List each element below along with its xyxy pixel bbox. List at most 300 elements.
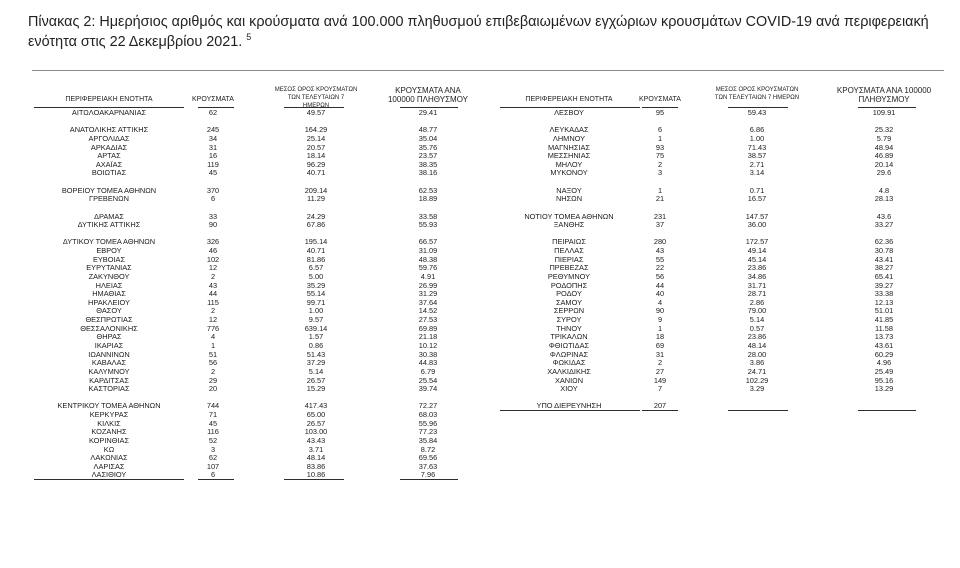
cell-cases: 43	[655, 246, 665, 256]
cell-avg7: 26.57	[306, 418, 326, 428]
cell-name: ΤΡΙΚΑΛΩΝ	[550, 332, 588, 342]
cell-cases: 46	[208, 246, 218, 256]
cell-per100k: 14.52	[418, 306, 438, 316]
cell-cases: 115	[207, 297, 219, 307]
cell-name: ΗΜΑΘΙΑΣ	[92, 289, 126, 299]
cell-per100k: 38.35	[418, 159, 438, 169]
cell-per100k: 4.91	[420, 271, 436, 281]
cell-per100k: 31.09	[418, 246, 438, 256]
cell-per100k: 43.61	[874, 341, 894, 350]
cell-name: ΜΗΛΟΥ	[555, 159, 583, 169]
cell-cases: 6	[210, 470, 216, 480]
cell-avg7: 6.57	[308, 263, 324, 273]
cell-name: ΞΑΝΘΗΣ	[553, 220, 585, 230]
table-row	[0, 168, 960, 177]
cell-avg7: 25.14	[306, 133, 326, 143]
header-per100k-right: ΚΡΟΥΣΜΑΤΑ ΑΝΑ 100000 ΠΛΗΘΥΣΜΟΥ	[836, 86, 932, 104]
cell-per100k: 5.79	[876, 133, 892, 143]
cell-name: ΛΕΣΒΟΥ	[554, 108, 584, 117]
bottom-underline	[400, 479, 458, 480]
cell-per100k: 62.53	[418, 185, 438, 195]
cell-cases: 21	[655, 194, 665, 204]
cell-cases: 107	[206, 461, 220, 471]
cell-name: ΣΑΜΟΥ	[555, 297, 583, 307]
cell-per100k: 60.29	[874, 349, 894, 359]
cell-avg7: 102.29	[745, 375, 769, 385]
footnote-mark: 5	[246, 32, 252, 43]
cell-name: ΕΥΒΟΙΑΣ	[92, 254, 126, 264]
cell-avg7: 65.00	[306, 410, 326, 420]
bottom-underline	[642, 410, 678, 411]
cell-name: ΑΡΚΑΔΙΑΣ	[90, 142, 128, 152]
cell-cases: 7	[657, 384, 663, 394]
cell-per100k: 30.38	[418, 349, 438, 359]
cell-name: ΝΟΤΙΟΥ ΤΟΜΕΑ ΑΘΗΝΩΝ	[524, 211, 614, 221]
cell-name: ΚΙΛΚΙΣ	[97, 418, 121, 428]
cell-name: ΗΛΕΙΑΣ	[95, 280, 123, 290]
cell-avg7: 417.43	[304, 401, 328, 411]
cell-name: ΕΒΡΟΥ	[96, 246, 122, 256]
cell-per100k: 55.93	[418, 220, 438, 230]
cell-per100k: 59.76	[418, 263, 438, 273]
cell-avg7: 639.14	[304, 323, 328, 333]
cell-per100k: 66.57	[418, 237, 438, 247]
cell-avg7: 48.14	[747, 341, 767, 350]
header-underline	[500, 107, 640, 108]
cell-cases: 52	[208, 435, 218, 445]
cell-per100k: 43.41	[874, 254, 894, 264]
cell-name: ΠΕΛΛΑΣ	[554, 246, 584, 256]
cell-avg7: 26.57	[306, 375, 326, 385]
cell-cases: 1	[657, 133, 663, 143]
cell-cases: 69	[655, 341, 665, 350]
cell-cases: 1	[657, 323, 663, 333]
cell-cases: 4	[657, 297, 663, 307]
cell-cases: 31	[208, 142, 218, 152]
cell-avg7: 2.71	[749, 159, 765, 169]
cell-per100k: 35.76	[418, 142, 438, 152]
cell-name: ΣΥΡΟΥ	[556, 315, 582, 325]
header-avg7-right: ΜΕΣΟΣ ΟΡΟΣ ΚΡΟΥΣΜΑΤΩΝ ΤΩΝ ΤΕΛΕΥΤΑΙΩΝ 7 ΗΜΕΡΩΝ	[714, 87, 800, 101]
cell-per100k: 30.78	[874, 246, 894, 256]
cell-per100k: 33.58	[418, 211, 438, 221]
cell-cases: 71	[208, 410, 218, 420]
cell-name: ΠΡΕΒΕΖΑΣ	[549, 263, 589, 273]
cell-cases: 4	[210, 332, 216, 342]
cell-avg7: 79.00	[747, 306, 767, 316]
cell-avg7: 99.71	[306, 297, 326, 307]
cell-name: ΠΙΕΡΙΑΣ	[554, 254, 584, 264]
cell-name: ΖΑΚΥΝΘΟΥ	[88, 271, 130, 281]
cell-avg7: 28.00	[747, 349, 767, 359]
cell-cases: 45	[208, 418, 218, 428]
table-row	[0, 194, 960, 203]
table-row	[0, 263, 960, 272]
cell-cases: 43	[208, 280, 218, 290]
cell-per100k: 38.16	[418, 168, 438, 178]
cell-name: ΚΑΣΤΟΡΙΑΣ	[88, 384, 130, 394]
table-row	[0, 289, 960, 298]
cell-per100k: 13.73	[874, 332, 894, 342]
cell-per100k: 25.49	[874, 366, 894, 376]
cell-name: ΚΑΒΑΛΑΣ	[91, 358, 127, 368]
cell-cases: 45	[208, 168, 218, 178]
header-underline	[858, 107, 916, 108]
table-row	[0, 376, 960, 385]
header-unit-right: ΠΕΡΙΦΕΡΕΙΑΚΗ ΕΝΟΤΗΤΑ	[525, 96, 613, 103]
cell-cases: 34	[208, 133, 218, 143]
table-row	[0, 212, 960, 221]
cell-name: ΝΑΞΟΥ	[556, 185, 582, 195]
bottom-underline	[858, 410, 916, 411]
cell-name: ΑΡΓΟΛΙΔΑΣ	[88, 133, 130, 143]
cell-name: ΙΚΑΡΙΑΣ	[94, 341, 124, 350]
cell-name: ΧΙΟΥ	[560, 384, 578, 394]
cell-cases: 326	[206, 237, 220, 247]
bottom-underline	[500, 410, 640, 411]
cell-name: ΡΟΔΟΥ	[556, 289, 582, 299]
cell-cases: 231	[653, 211, 667, 221]
cell-cases: 6	[210, 194, 216, 204]
cell-per100k: 33.38	[874, 289, 894, 299]
cell-cases: 20	[208, 384, 218, 394]
cell-name: ΛΑΚΩΝΙΑΣ	[90, 453, 128, 463]
table-row	[0, 108, 960, 117]
table-row	[0, 237, 960, 246]
cell-avg7: 71.43	[747, 142, 767, 152]
header-unit-left: ΠΕΡΙΦΕΡΕΙΑΚΗ ΕΝΟΤΗΤΑ	[65, 96, 153, 103]
cell-cases: 56	[208, 358, 218, 368]
bottom-underline	[728, 410, 788, 411]
cell-per100k: 25.32	[874, 125, 894, 135]
cell-cases: 12	[208, 263, 218, 273]
table-row	[0, 401, 960, 410]
cell-per100k: 4.8	[878, 185, 890, 195]
cell-avg7: 3.29	[749, 384, 765, 394]
cell-per100k: 65.41	[874, 271, 894, 281]
cell-per100k: 95.16	[874, 375, 894, 385]
table-row	[0, 134, 960, 143]
cell-avg7: 209.14	[304, 185, 328, 195]
cell-avg7: 0.57	[749, 323, 765, 333]
cell-per100k: 7.96	[420, 470, 436, 480]
cell-name: ΚΟΖΑΝΗΣ	[91, 427, 127, 437]
cell-name: ΑΡΤΑΣ	[97, 151, 121, 161]
cell-per100k: 39.27	[874, 280, 894, 290]
cell-avg7: 2.86	[749, 297, 765, 307]
cell-per100k: 55.96	[418, 418, 438, 428]
cell-cases: 2	[657, 159, 663, 169]
cell-name: ΔΥΤΙΚΟΥ ΤΟΜΕΑ ΑΘΗΝΩΝ	[62, 237, 156, 247]
cell-cases: 33	[208, 211, 218, 221]
cell-cases: 27	[655, 366, 665, 376]
bottom-underline	[34, 479, 184, 480]
cell-name: ΤΗΝΟΥ	[556, 323, 582, 333]
table-row	[0, 384, 960, 393]
cell-per100k: 6.79	[420, 366, 436, 376]
cell-avg7: 195.14	[304, 237, 328, 247]
cell-cases: 1	[210, 341, 216, 350]
cell-cases: 280	[653, 237, 667, 247]
cell-cases: 90	[208, 220, 218, 230]
cell-avg7: 1.00	[308, 306, 324, 316]
cell-per100k: 41.85	[874, 315, 894, 325]
cell-cases: 2	[657, 358, 663, 368]
cell-cases: 62	[208, 453, 218, 463]
cell-per100k: 18.89	[418, 194, 438, 204]
cell-name: ΔΡΑΜΑΣ	[94, 211, 124, 221]
caption-text: Πίνακας 2: Ημερήσιος αριθμός και κρούσματα ανά 100.000 πληθυσμού επιβεβαιωμένων εγχώριων κρουσμάτων COVID-19 ανά περιφερειακή ενότητα στις 22 Δεκεμβρίου 2021.	[28, 14, 929, 50]
cell-cases: 90	[655, 306, 665, 316]
cell-per100k: 20.14	[874, 159, 894, 169]
table-row	[0, 453, 960, 462]
cell-avg7: 37.29	[306, 358, 326, 368]
cell-avg7: 6.86	[749, 125, 765, 135]
cell-per100k: 37.64	[418, 297, 438, 307]
cell-name: ΠΕΙΡΑΙΩΣ	[552, 237, 586, 247]
cell-per100k: 29.41	[418, 108, 438, 117]
header-underline	[642, 107, 678, 108]
cell-name: ΘΗΡΑΣ	[96, 332, 122, 342]
cell-avg7: 55.14	[306, 289, 326, 299]
cell-per100k: 11.58	[875, 323, 893, 333]
cell-name: ΡΟΔΟΠΗΣ	[550, 280, 588, 290]
cell-avg7: 164.29	[304, 125, 328, 135]
cell-cases: 776	[206, 323, 220, 333]
cell-name: ΦΩΚΙΔΑΣ	[552, 358, 586, 368]
cell-avg7: 3.14	[749, 168, 765, 178]
table-row	[0, 220, 960, 229]
cell-per100k: 48.94	[874, 142, 894, 152]
header-cases-left: ΚΡΟΥΣΜΑΤΑ	[192, 96, 234, 103]
cell-avg7: 34.86	[747, 271, 767, 281]
cell-name: ΧΑΛΚΙΔΙΚΗΣ	[547, 366, 591, 376]
cell-cases: 95	[655, 108, 665, 117]
cell-per100k: 69.56	[418, 453, 438, 463]
cell-name: ΜΥΚΟΝΟΥ	[550, 168, 588, 178]
cell-cases: 51	[208, 349, 218, 359]
cell-cases: 62	[208, 108, 218, 117]
cell-avg7: 49.14	[747, 246, 767, 256]
cell-cases: 2	[210, 306, 216, 316]
cell-avg7: 67.86	[306, 220, 326, 230]
header-underline	[728, 107, 788, 108]
cell-cases: 31	[655, 349, 665, 359]
cell-name: ΔΥΤΙΚΗΣ ΑΤΤΙΚΗΣ	[77, 220, 141, 230]
bottom-underline	[198, 479, 234, 480]
cell-avg7: 59.43	[747, 108, 767, 117]
cell-name: ΛΗΜΝΟΥ	[552, 133, 586, 143]
cell-name: ΡΕΘΥΜΝΟΥ	[547, 271, 591, 281]
cell-avg7: 11.29	[307, 194, 325, 204]
cell-per100k: 37.63	[418, 461, 438, 471]
cell-name: ΑΙΤΩΛΟΑΚΑΡΝΑΝΙΑΣ	[71, 108, 147, 117]
cell-cases: 245	[206, 125, 220, 135]
cell-per100k: 23.57	[418, 151, 438, 161]
cell-per100k: 26.99	[418, 280, 438, 290]
cell-cases: 207	[653, 401, 667, 411]
cell-cases: 12	[208, 315, 218, 325]
cell-name: ΚΕΡΚΥΡΑΣ	[89, 410, 129, 420]
cell-avg7: 49.57	[306, 108, 326, 117]
cell-per100k: 12.13	[874, 297, 894, 307]
cell-cases: 22	[655, 263, 665, 273]
cell-name: ΓΡΕΒΕΝΩΝ	[89, 194, 129, 204]
cell-cases: 2	[210, 366, 216, 376]
cell-avg7: 40.71	[306, 246, 326, 256]
cell-name: ΦΛΩΡΙΝΑΣ	[549, 349, 589, 359]
cell-avg7: 31.71	[747, 280, 767, 290]
cell-avg7: 5.14	[308, 366, 324, 376]
cell-avg7: 24.71	[747, 366, 767, 376]
cell-per100k: 43.6	[876, 211, 892, 221]
cell-avg7: 103.00	[304, 427, 328, 437]
cell-cases: 149	[653, 375, 667, 385]
cell-avg7: 23.86	[747, 263, 767, 273]
cell-avg7: 9.57	[308, 315, 324, 325]
cell-cases: 44	[208, 289, 218, 299]
cell-cases: 3	[657, 168, 663, 178]
cell-per100k: 4.96	[876, 358, 892, 368]
cell-name: ΘΕΣΠΡΩΤΙΑΣ	[85, 315, 133, 325]
cell-per100k: 48.38	[418, 254, 438, 264]
cell-cases: 370	[206, 185, 220, 195]
cell-name: ΑΝΑΤΟΛΙΚΗΣ ΑΤΤΙΚΗΣ	[69, 125, 149, 135]
cell-avg7: 83.86	[306, 461, 326, 471]
cell-cases: 18	[655, 332, 665, 342]
cell-avg7: 24.29	[306, 211, 326, 221]
cell-avg7: 23.86	[747, 332, 767, 342]
table-row	[0, 315, 960, 324]
cell-avg7: 20.57	[306, 142, 326, 152]
cell-per100k: 33.27	[874, 220, 894, 230]
cell-name: ΛΕΥΚΑΔΑΣ	[549, 125, 589, 135]
cell-per100k: 29.6	[876, 168, 892, 178]
cell-name: ΚΑΡΔΙΤΣΑΣ	[89, 375, 129, 385]
cell-name: ΚΕΝΤΡΙΚΟΥ ΤΟΜΕΑ ΑΘΗΝΩΝ	[57, 401, 161, 411]
cell-avg7: 0.86	[308, 341, 324, 350]
cell-per100k: 62.36	[874, 237, 894, 247]
cell-cases: 2	[210, 271, 216, 281]
cell-per100k: 10.12	[418, 341, 438, 350]
cell-name: ΗΡΑΚΛΕΙΟΥ	[88, 297, 130, 307]
header-avg7-left: ΜΕΣΟΣ ΟΡΟΣ ΚΡΟΥΣΜΑΤΩΝ ΤΩΝ ΤΕΛΕΥΤΑΙΩΝ 7 ΗΜΕΡΩΝ	[274, 87, 358, 109]
cell-name: ΕΥΡΥΤΑΝΙΑΣ	[86, 263, 132, 273]
cell-avg7: 172.57	[745, 237, 769, 247]
cell-avg7: 1.57	[308, 332, 324, 342]
cell-avg7: 96.29	[306, 159, 326, 169]
cell-cases: 3	[210, 444, 216, 454]
cell-cases: 744	[206, 401, 220, 411]
cell-per100k: 51.01	[874, 306, 894, 316]
cell-name: ΣΕΡΡΩΝ	[553, 306, 585, 316]
cell-cases: 116	[207, 427, 219, 437]
cell-per100k: 69.89	[418, 323, 438, 333]
cell-avg7: 18.14	[306, 151, 326, 161]
cell-per100k: 13.29	[874, 384, 894, 394]
cell-avg7: 16.57	[747, 194, 767, 204]
cell-name: ΛΑΡΙΣΑΣ	[93, 461, 125, 471]
cell-per100k: 8.72	[420, 444, 436, 454]
cell-avg7: 40.71	[306, 168, 326, 178]
cell-cases: 9	[657, 315, 663, 325]
cell-name: ΛΑΣΙΘΙΟΥ	[91, 470, 127, 480]
bottom-underline	[284, 479, 344, 480]
cell-per100k: 68.03	[418, 410, 438, 420]
cell-name: ΚΑΛΥΜΝΟΥ	[88, 366, 130, 376]
cell-name: ΜΑΓΝΗΣΙΑΣ	[548, 142, 590, 152]
cell-cases: 119	[207, 159, 219, 169]
cell-avg7: 5.00	[308, 271, 324, 281]
cell-per100k: 46.89	[874, 151, 894, 161]
cell-name: ΜΕΣΣΗΝΙΑΣ	[547, 151, 591, 161]
cell-per100k: 72.27	[418, 401, 438, 411]
header-per100k-left: ΚΡΟΥΣΜΑΤΑ ΑΝΑ 100000 ΠΛΗΘΥΣΜΟΥ	[387, 86, 469, 104]
cell-cases: 6	[657, 125, 663, 135]
cell-avg7: 3.86	[749, 358, 765, 368]
cell-per100k: 38.27	[874, 263, 894, 273]
cell-per100k: 109.91	[872, 108, 896, 117]
cell-avg7: 1.00	[749, 133, 765, 143]
cell-name: ΦΘΙΩΤΙΔΑΣ	[548, 341, 590, 350]
cell-per100k: 31.29	[418, 289, 438, 299]
cell-avg7: 38.57	[747, 151, 767, 161]
cell-avg7: 10.86	[306, 470, 326, 480]
cell-cases: 55	[655, 254, 665, 264]
cell-cases: 29	[208, 375, 218, 385]
cell-cases: 93	[655, 142, 665, 152]
cell-avg7: 51.43	[306, 349, 326, 359]
cell-avg7: 5.14	[749, 315, 765, 325]
cell-per100k: 25.54	[418, 375, 438, 385]
cell-avg7: 35.29	[306, 280, 326, 290]
cell-per100k: 27.53	[418, 315, 438, 325]
cell-cases: 102	[206, 254, 220, 264]
header-cases-right: ΚΡΟΥΣΜΑΤΑ	[639, 96, 681, 103]
cell-avg7: 15.29	[306, 384, 326, 394]
cell-name: ΒΟΡΕΙΟΥ ΤΟΜΕΑ ΑΘΗΝΩΝ	[61, 185, 157, 195]
cell-per100k: 48.77	[418, 125, 438, 135]
cell-name: ΙΩΑΝΝΙΝΩΝ	[88, 349, 130, 359]
cell-avg7: 43.43	[306, 435, 326, 445]
cell-name: ΧΑΝΙΩΝ	[554, 375, 584, 385]
cell-per100k: 44.83	[418, 358, 438, 368]
cell-cases: 37	[655, 220, 665, 230]
cell-cases: 75	[655, 151, 665, 161]
cell-avg7: 36.00	[747, 220, 767, 230]
cell-cases: 40	[655, 289, 665, 299]
cell-avg7: 28.71	[747, 289, 767, 299]
cell-avg7: 3.71	[308, 444, 324, 454]
cell-per100k: 28.13	[874, 194, 894, 204]
cell-per100k: 21.18	[418, 332, 438, 342]
table-row	[0, 350, 960, 359]
cell-avg7: 147.57	[745, 211, 769, 221]
cell-cases: 44	[655, 280, 665, 290]
cell-name: ΚΟΡΙΝΘΙΑΣ	[88, 435, 130, 445]
cell-per100k: 35.84	[418, 435, 438, 445]
cell-cases: 1	[657, 185, 663, 195]
cell-name: ΒΟΙΩΤΙΑΣ	[91, 168, 127, 178]
cell-avg7: 48.14	[306, 453, 326, 463]
cell-name: ΝΗΣΩΝ	[555, 194, 583, 204]
cell-name: ΚΩ	[103, 444, 115, 454]
cell-name: ΥΠΟ ΔΙΕΡΕΥΝΗΣΗ	[536, 401, 602, 411]
table-row	[0, 186, 960, 195]
cell-name: ΘΕΣΣΑΛΟΝΙΚΗΣ	[80, 323, 138, 333]
cell-avg7: 81.86	[306, 254, 326, 264]
cell-avg7: 45.14	[747, 254, 767, 264]
